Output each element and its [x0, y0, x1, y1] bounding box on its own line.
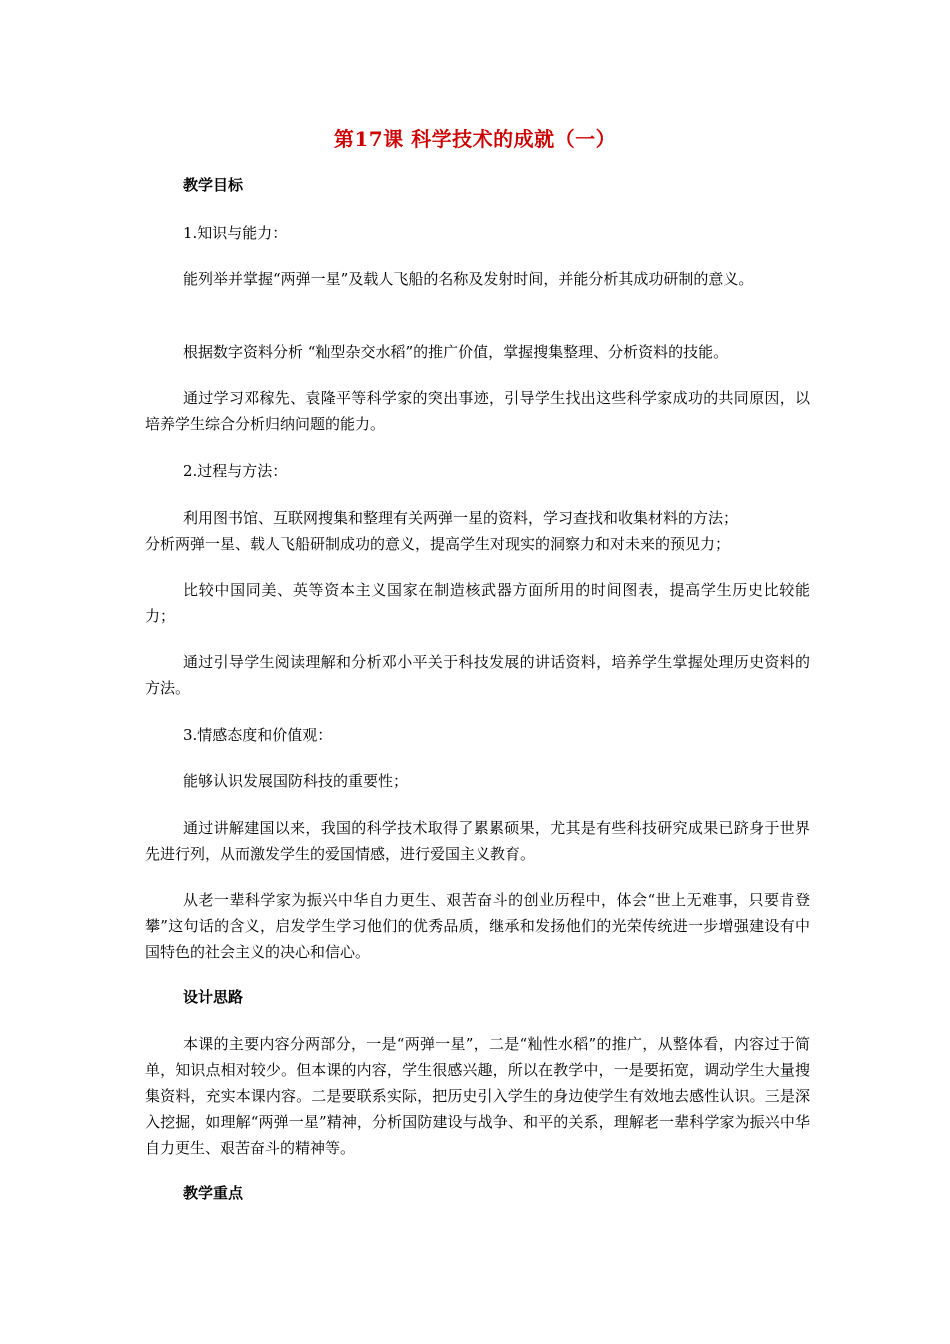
paragraph-knowledge-1: 能列举并掌握“两弹一星”及载人飞船的名称及发射时间，并能分析其成功研制的意义。 [183, 270, 754, 288]
subheading-process-method: 2.过程与方法： [183, 462, 288, 480]
paragraph-values-2: 通过讲解建国以来，我国的科学技术取得了累累硕果，尤其是有些科技研究成果已跻身于世界先进行列，从而激发学生的爱国情感，进行爱国主义教育。 [145, 819, 810, 863]
paragraph-process-2: 比较中国同美、英等资本主义国家在制造核武器方面所用的时间图表，提高学生历史比较能力； [145, 581, 810, 625]
paragraph-values-1: 能够认识发展国防科技的重要性； [183, 772, 409, 790]
paragraph-process-1-line-1: 利用图书馆、互联网搜集和整理有关两弹一星的资料，学习查找和收集材料的方法； [183, 509, 739, 527]
heading-design-ideas: 设计思路 [183, 988, 244, 1006]
paragraph-design: 本课的主要内容分两部分，一是“两弹一星”，二是“籼性水稻”的推广，从整体看，内容过于简单，知识点相对较少。但本课的内容，学生很感兴趣，所以在教学中，一是要拓宽，调动学生大量搜集资料，充实本课内容。二是要联系实际，把历史引入学生的身边使学生有效地去感性认识。三是深入挖掘，如理解“两弹一星”精神，分析国防建设与战争、和平的关系，理解老一辈科学家为振兴中华自力更生、艰苦奋斗的精神等。 [145, 1035, 810, 1157]
heading-teaching-focus: 教学重点 [183, 1184, 244, 1202]
heading-teaching-objectives: 教学目标 [183, 176, 244, 194]
paragraph-values-3: 从老一辈科学家为振兴中华自力更生、艰苦奋斗的创业历程中，体会“世上无难事，只要肯登攀”这句话的含义，启发学生学习他们的优秀品质，继承和发扬他们的光荣传统进一步增强建设有中国特色的社会主义的决心和信心。 [145, 891, 810, 961]
subheading-knowledge-ability: 1.知识与能力： [183, 224, 288, 242]
subheading-values: 3.情感态度和价值观： [183, 726, 333, 744]
paragraph-knowledge-3: 通过学习邓稼先、袁隆平等科学家的突出事迹，引导学生找出这些科学家成功的共同原因，以培养学生综合分析归纳问题的能力。 [145, 389, 810, 433]
lesson-title: 第17课 科学技术的成就（一） [333, 127, 617, 151]
paragraph-process-1-line-2: 分析两弹一星、载人飞船研制成功的意义，提高学生对现实的洞察力和对未来的预见力； [145, 535, 731, 553]
paragraph-process-3: 通过引导学生阅读理解和分析邓小平关于科技发展的讲话资料，培养学生掌握处理历史资料的方法。 [145, 653, 810, 697]
paragraph-knowledge-2: 根据数字资料分析 “籼型杂交水稻”的推广价值，掌握搜集整理、分析资料的技能。 [183, 343, 729, 361]
